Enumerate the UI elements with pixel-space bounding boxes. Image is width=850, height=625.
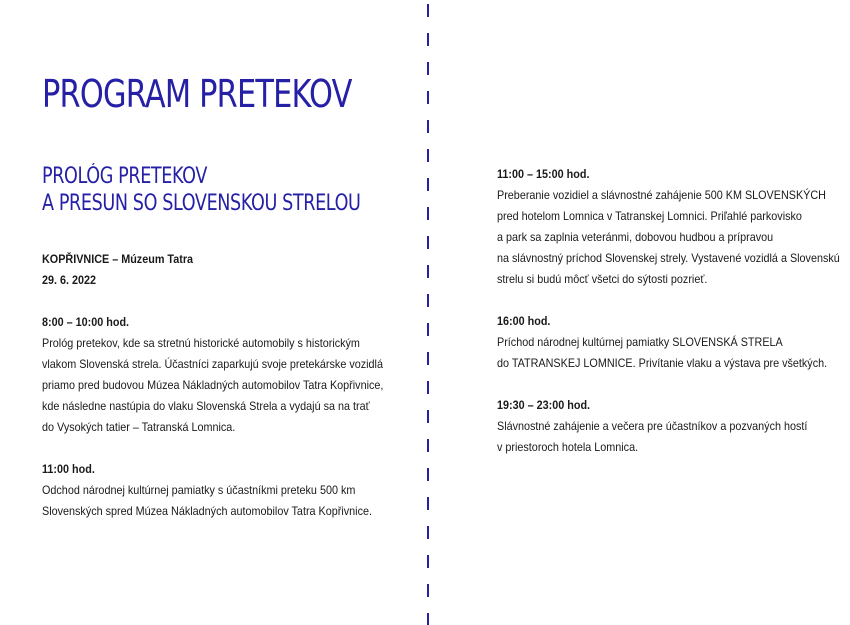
schedule-text-line: v priestoroch hotela Lomnica.: [497, 440, 639, 454]
schedule-text-line: kde následne nastúpia do vlaku Slovenská Strela a vydajú sa na trať: [42, 399, 370, 413]
left-column: [42, 249, 412, 522]
schedule-text-line: Príchod národnej kultúrnej pamiatky SLOVENSKÁ STRELA: [497, 335, 783, 349]
schedule-item: [497, 164, 842, 290]
right-column: [497, 164, 842, 458]
subtitle-line-2: A PRESUN SO SLOVENSKOU STRELOU: [42, 191, 361, 216]
schedule-item: [42, 312, 412, 438]
schedule-text-line: pred hotelom Lomnica v Tatranskej Lomnici. Priľahlé parkovisko: [497, 209, 802, 223]
subtitle-line-1: PROLÓG PRETEKOV: [42, 164, 207, 189]
page-title: PROGRAM PRETEKOV: [42, 72, 352, 116]
schedule-time: 19:30 – 23:00 hod.: [497, 398, 591, 412]
schedule-text-line: Slávnostné zahájenie a večera pre účastníkov a pozvaných hostí: [497, 419, 808, 433]
schedule-text-line: Preberanie vozidiel a slávnostné zahájenie 500 KM SLOVENSKÝCH: [497, 188, 826, 202]
spacer: [497, 290, 842, 311]
location-place: KOPŘIVNICE – Múzeum Tatra: [42, 252, 194, 266]
schedule-text-line: Prológ pretekov, kde sa stretnú historické automobily s historickým: [42, 336, 360, 350]
spacer: [42, 291, 412, 312]
schedule-text-line: strelu si budú môcť všetci do sýtosti pozrieť.: [497, 272, 708, 286]
schedule-text-line: do TATRANSKEJ LOMNICE. Privítanie vlaku a výstava pre všetkých.: [497, 356, 828, 370]
schedule-text-line: do Vysokých tatier – Tatranská Lomnica.: [42, 420, 236, 434]
schedule-time: 11:00 – 15:00 hod.: [497, 167, 590, 181]
schedule-time: 11:00 hod.: [42, 462, 95, 476]
schedule-time: 16:00 hod.: [497, 314, 551, 328]
schedule-item: [497, 311, 842, 374]
schedule-text-line: Odchod národnej kultúrnej pamiatky s účastníkmi preteku 500 km: [42, 483, 356, 497]
schedule-text-line: a park sa zaplnia veteránmi, dobovou hudbou a prípravou: [497, 230, 774, 244]
schedule-text-line: na slávnostný príchod Slovenskej strely. Vystavené vozidlá a Slovenskú: [497, 251, 840, 265]
schedule-time: 8:00 – 10:00 hod.: [42, 315, 130, 329]
schedule-text-line: priamo pred budovou Múzea Nákladných automobilov Tatra Kopřivnice,: [42, 378, 384, 392]
dashed-divider: [427, 0, 429, 625]
schedule-text-line: Slovenských spred Múzea Nákladných automobilov Tatra Kopřivnice.: [42, 504, 372, 518]
schedule-item: [497, 395, 842, 458]
schedule-item: [42, 459, 412, 522]
spacer: [497, 374, 842, 395]
location-date: 29. 6. 2022: [42, 273, 97, 287]
page-subtitle: [42, 163, 361, 217]
spacer: [42, 438, 412, 459]
schedule-text-line: vlakom Slovenská strela. Účastníci zaparkujú svoje pretekárske vozidlá: [42, 357, 383, 371]
